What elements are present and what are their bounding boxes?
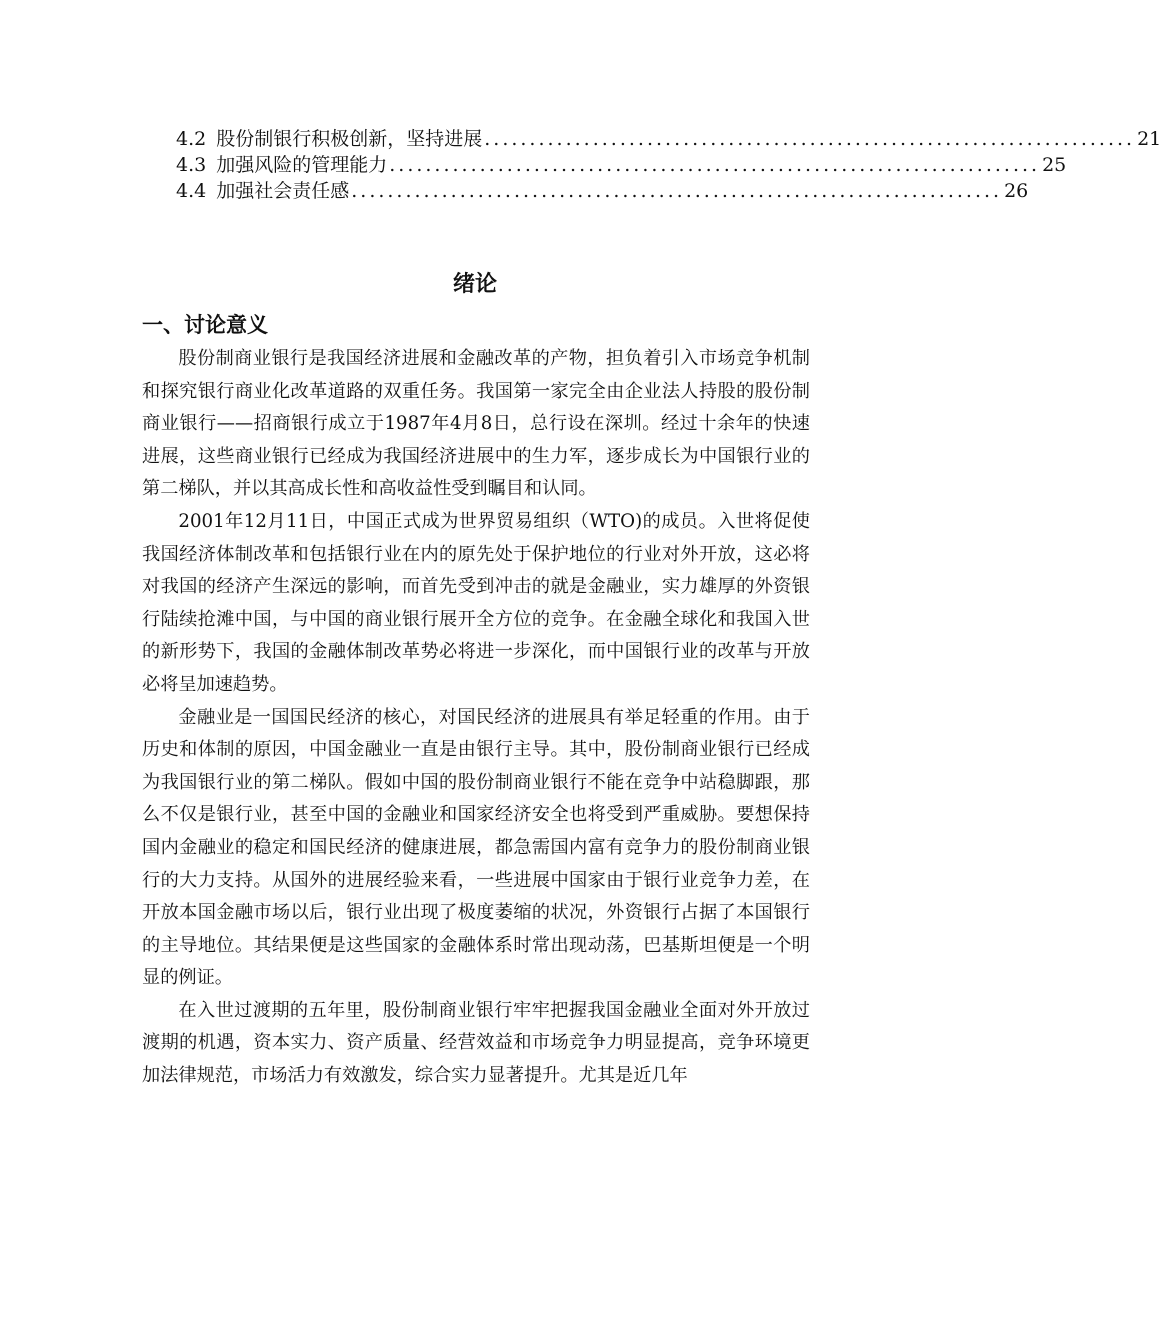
toc-entry[interactable]: [176, 178, 1029, 204]
toc-entry-title: 加强风险的管理能力: [216, 154, 388, 176]
toc-entry[interactable]: [176, 126, 1161, 152]
toc-entry[interactable]: [176, 152, 1067, 178]
toc-entry-number: 4.2: [176, 128, 207, 150]
section-heading: 一、讨论意义: [142, 313, 268, 337]
toc-entry-title: 股份制银行积极创新，坚持进展: [216, 128, 483, 150]
toc-entry-page: 26: [1004, 180, 1029, 202]
toc-leader-dots: ........................................................................: [389, 154, 1041, 176]
toc-entry-title: 加强社会责任感: [216, 180, 350, 202]
toc-leader-dots: ........................................................................: [351, 180, 1003, 202]
toc-entry-number: 4.4: [176, 180, 207, 202]
paragraph: 金融业是一国国民经济的核心，对国民经济的进展具有举足轻重的作用。由于历史和体制的原因，中国金融业一直是由银行主导。其中，股份制商业银行已经成为我国银行业的第二梯队。假如中国的股份制商业银行不能在竞争中站稳脚跟，那么不仅是银行业，甚至中国的金融业和国家经济安全也将受到严重威胁。要想保持国内金融业的稳定和国民经济的健康进展，都急需国内富有竞争力的股份制商业银行的大力支持。从国外的进展经验来看，一些进展中国家由于银行业竞争力差，在开放本国金融市场以后，银行业出现了极度萎缩的状况，外资银行占据了本国银行的主导地位。其结果便是这些国家的金融体系时常出现动荡，巴基斯坦便是一个明显的例证。: [142, 706, 810, 989]
chapter-title: 绪论: [452, 272, 497, 297]
paragraph: 在入世过渡期的五年里，股份制商业银行牢牢把握我国金融业全面对外开放过渡期的机遇，资本实力、资产质量、经营效益和市场竞争力明显提高，竞争环境更加法律规范，市场活力有效激发，综合实力显著提升。尤其是近几年: [142, 999, 810, 1087]
toc-leader-dots: ........................................................................: [484, 128, 1136, 150]
body-text: [142, 343, 810, 1093]
toc-entry-page: 21: [1137, 128, 1161, 150]
paragraph: 2001年12月11日，中国正式成为世界贸易组织（WTO)的成员。入世将促使我国经济体制改革和包括银行业在内的原先处于保护地位的行业对外开放，这必将对我国的经济产生深远的影响，而首先受到冲击的就是金融业，实力雄厚的外资银行陆续抢滩中国，与中国的商业银行展开全方位的竞争。在金融全球化和我国入世的新形势下，我国的金融体制改革势必将进一步深化，而中国银行业的改革与开放必将呈加速趋势。: [142, 510, 810, 695]
paragraph: 股份制商业银行是我国经济进展和金融改革的产物，担负着引入市场竞争机制和探究银行商业化改革道路的双重任务。我国第一家完全由企业法人持股的股份制商业银行——招商银行成立于1987年4月8日，总行设在深圳。经过十余年的快速进展，这些商业银行已经成为我国经济进展中的生力军，逐步成长为中国银行业的第二梯队，并以其高成长性和高收益性受到瞩目和认同。: [142, 348, 810, 500]
toc-entry-number: 4.3: [176, 154, 207, 176]
table-of-contents: [176, 126, 1161, 204]
toc-entry-page: 25: [1042, 154, 1067, 176]
